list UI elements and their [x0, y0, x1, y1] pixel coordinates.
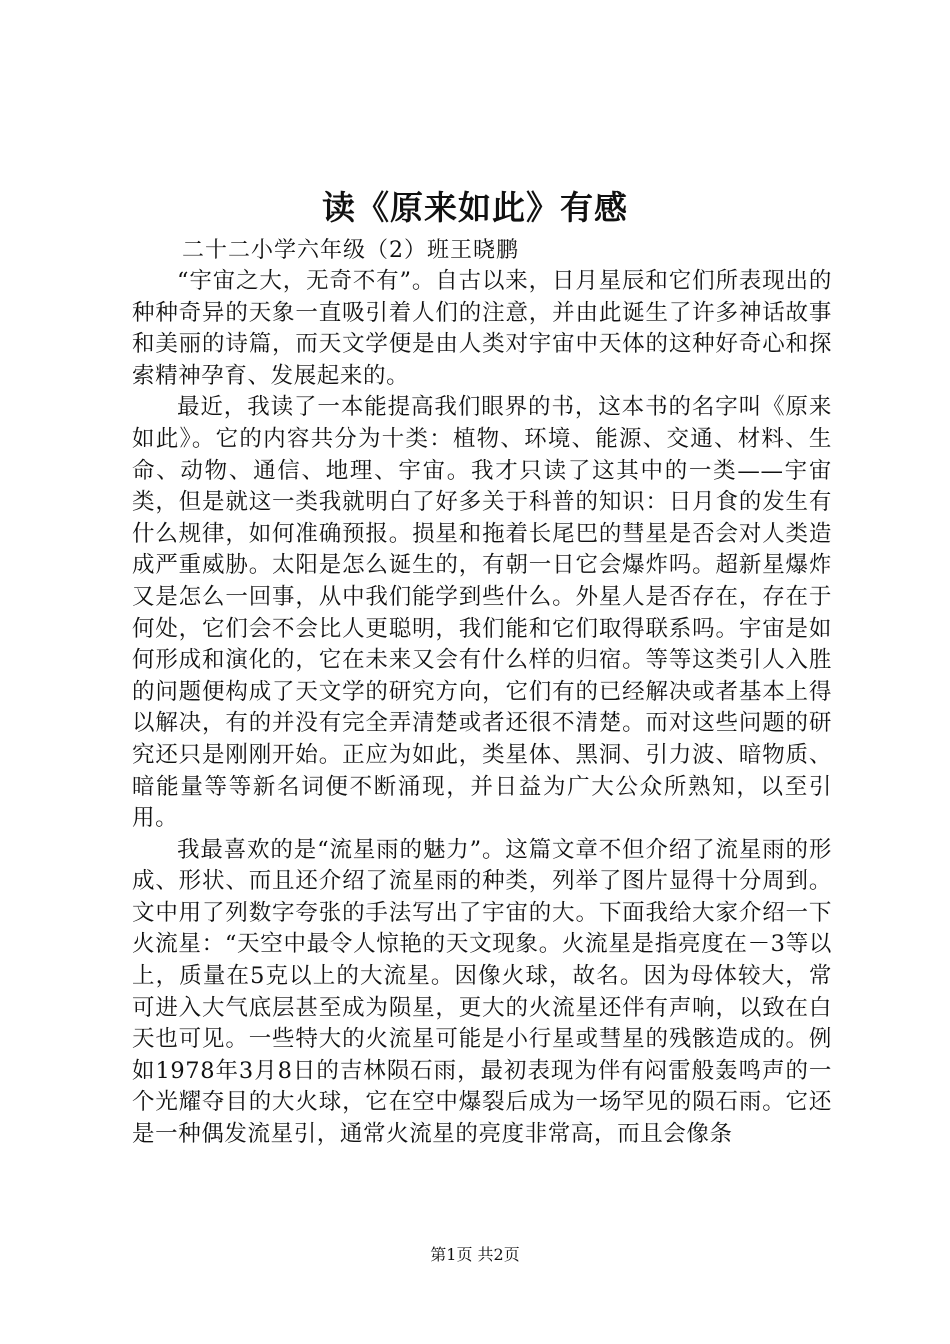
author-line: 二十二小学六年级（2）班王晓鹏 [182, 238, 519, 263]
paragraph-1: “宇宙之大，无奇不有”。自古以来，日月星辰和它们所表现出的种种奇异的天象一直吸引着人们的注意，并由此诞生了许多神话故事和美丽的诗篇，而天文学便是由人类对宇宙中天体的这种好奇心和探索精神孕育、发展起来的。 [132, 268, 832, 389]
document-body [132, 266, 832, 1151]
paragraph-3: 我最喜欢的是“流星雨的魅力”。这篇文章不但介绍了流星雨的形成、形状、而且还介绍了流星雨的种类，列举了图片显得十分周到。文中用了列数字夸张的手法写出了宇宙的大。下面我给大家介绍一下火流星：“天空中最令人惊艳的天文现象。火流星是指亮度在－3等以上，质量在5克以上的大流星。因像火球，故名。因为母体较大，常可进入大气底层甚至成为陨星，更大的火流星还伴有声响，以致在白天也可见。一些特大的火流星可能是小行星或彗星的残骸造成的。例如1978年3月8日的吉林陨石雨，最初表现为伴有闷雷般轰鸣声的一个光耀夺目的大火球，它在空中爆裂后成为一场罕见的陨石雨。它还是一种偶发流星引，通常火流星的亮度非常高，而且会像条 [132, 836, 832, 1148]
document-title: 读《原来如此》有感 [322, 188, 628, 227]
paragraph-2: 最近，我读了一本能提高我们眼界的书，这本书的名字叫《原来如此》。它的内容共分为十类：植物、环境、能源、交通、材料、生命、动物、通信、地理、宇宙。我才只读了这其中的一类——宇宙类，但是就这一类我就明白了好多关于科普的知识：日月食的发生有什么规律，如何准确预报。损星和拖着长尾巴的彗星是否会对人类造成严重威胁。太阳是怎么诞生的，有朝一日它会爆炸吗。超新星爆炸又是怎么一回事，从中我们能学到些什么。外星人是否存在，存在于何处，它们会不会比人更聪明，我们能和它们取得联系吗。宇宙是如何形成和演化的，它在未来又会有什么样的归宿。等等这类引人入胜的问题便构成了天文学的研究方向，它们有的已经解决或者基本上得以解决，有的并没有完全弄清楚或者还很不清楚。而对这些问题的研究还只是刚刚开始。正应为如此，类星体、黑洞、引力波、暗物质、暗能量等等新名词便不断涌现，并日益为广大公众所熟知，以至引用。 [132, 394, 832, 832]
page-footer: 第1页 共2页 [430, 1245, 520, 1264]
